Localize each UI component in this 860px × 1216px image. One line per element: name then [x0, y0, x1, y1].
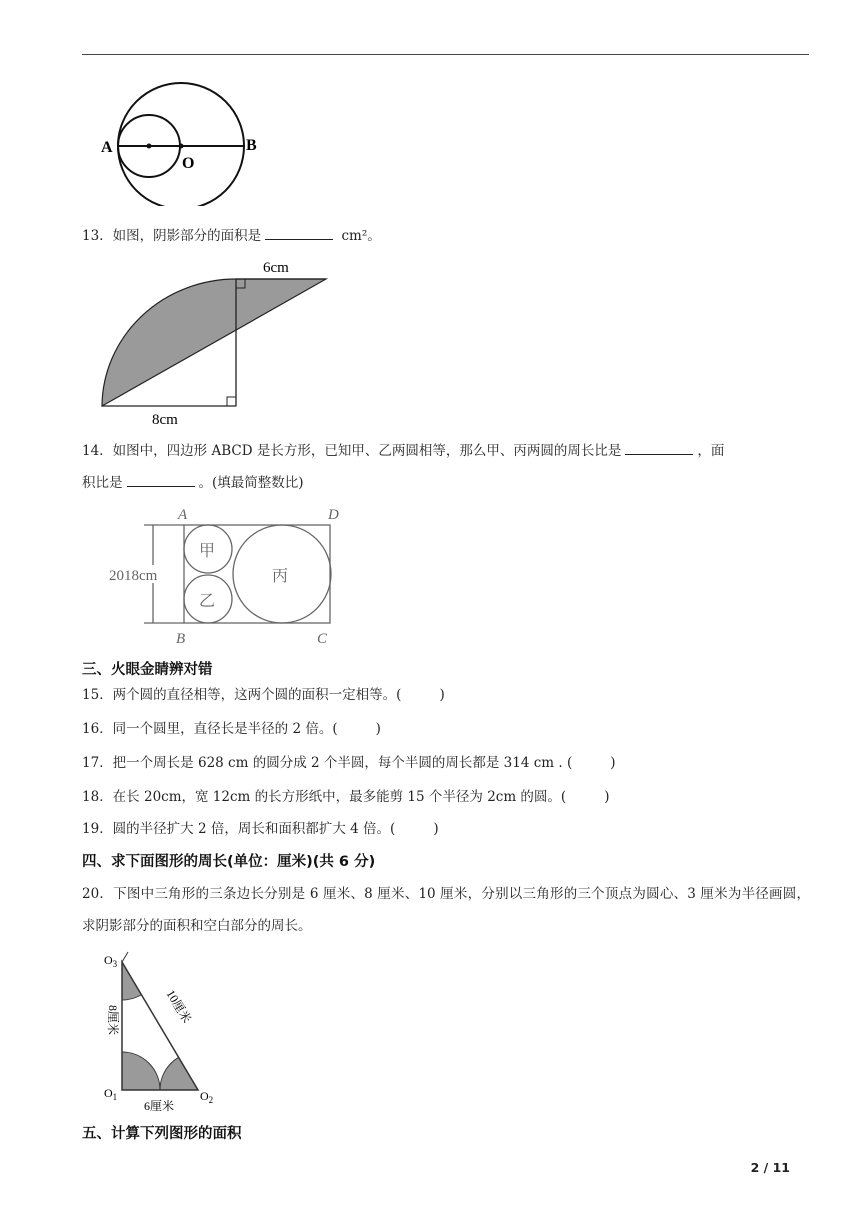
header-rule [82, 54, 809, 55]
vertex-o2-label: $O_2$ [200, 1089, 214, 1105]
paren-close: ) [375, 721, 381, 737]
question-13 [82, 225, 381, 247]
page-number: 2 / 11 [750, 1160, 790, 1175]
paren-close: ) [439, 687, 445, 703]
question-number: 20 [82, 886, 100, 902]
circle-jia-label: 甲 [199, 543, 216, 560]
question-15 [82, 684, 445, 706]
question-number: 13 [82, 228, 100, 244]
top-length-label: 6cm [263, 260, 289, 276]
question-text: ．如图，阴影部分的面积是 [99, 228, 262, 244]
question-number: 18 [82, 789, 100, 805]
answer-blank[interactable] [265, 225, 333, 240]
figure-circles-ab [96, 82, 266, 206]
height-label: 2018cm [109, 568, 158, 584]
question-14-line2 [82, 472, 304, 494]
question-number: 19 [82, 821, 100, 837]
side-6-label: 6厘米 [144, 1099, 175, 1113]
question-text: 积比是 [82, 475, 123, 491]
label-a: A [101, 139, 113, 156]
circle-bing-label: 丙 [272, 568, 289, 585]
circle-yi-label: 乙 [199, 593, 216, 610]
question-text: ．圆的半径扩大 2 倍，周长和面积都扩大 4 倍。( [99, 821, 396, 837]
figure-rectangle-circles [104, 503, 354, 649]
question-text: ．把一个周长是 628 cm 的圆分成 2 个半圆，每个半圆的周长都是 314 cm . ( [99, 755, 573, 771]
unit-label: cm²。 [341, 228, 381, 244]
section-title-5: 五、计算下列图形的面积 [82, 1126, 242, 1142]
question-number: 15 [82, 687, 100, 703]
question-number: 16 [82, 721, 100, 737]
question-text: ．两个圆的直径相等，这两个圆的面积一定相等。( [99, 687, 402, 703]
question-14-line1 [82, 440, 724, 462]
question-17 [82, 752, 616, 774]
question-text: ．如图中，四边形 ABCD 是长方形，已知甲、乙两圆相等，那么甲、丙两圆的周长比是 [99, 443, 622, 459]
question-text: ．同一个圆里，直径长是半径的 2 倍。( [99, 721, 338, 737]
section-title-4: 四、求下面图形的周长(单位：厘米)(共 6 分) [82, 854, 376, 870]
question-20 [82, 878, 810, 942]
paren-close: ) [610, 755, 616, 771]
vertex-o1-label: $O_1$ [104, 1086, 118, 1102]
side-8-label: 8厘米 [106, 1005, 120, 1036]
question-text-cont: 。(填最简整数比) [198, 475, 304, 491]
label-c: C [317, 631, 328, 647]
question-16 [82, 718, 381, 740]
bottom-length-label: 8cm [152, 412, 178, 428]
answer-blank-ratio-area[interactable] [127, 472, 195, 487]
paren-close: ) [433, 821, 439, 837]
question-18 [82, 786, 609, 808]
section-title-3: 三、火眼金睛辨对错 [82, 662, 213, 678]
answer-blank-ratio-perimeter[interactable] [625, 440, 693, 455]
question-text: ．在长 20cm，宽 12cm 的长方形纸中，最多能剪 15 个半径为 2cm 的圆。( [99, 789, 567, 805]
paren-close: ) [604, 789, 610, 805]
label-a: A [178, 507, 188, 523]
question-number: 14 [82, 443, 100, 459]
label-b: B [246, 137, 257, 154]
label-b: B [176, 631, 186, 647]
question-text: ．下图中三角形的三条边长分别是 6 厘米、8 厘米、10 厘米，分别以三角形的三个顶点为圆心、3 厘米为半径画圆，求阴影部分的面积和空白部分的周长。 [82, 886, 810, 934]
side-10-label: 10厘米 [163, 987, 194, 1026]
label-d: D [328, 507, 339, 523]
figure-shaded-region [96, 254, 336, 428]
question-19 [82, 818, 439, 840]
label-o: O [182, 155, 195, 172]
question-number: 17 [82, 755, 100, 771]
figure-triangle-sectors [100, 945, 230, 1115]
vertex-o3-label: $O_3$ [104, 953, 118, 969]
question-text-cont: ，面 [697, 443, 725, 459]
